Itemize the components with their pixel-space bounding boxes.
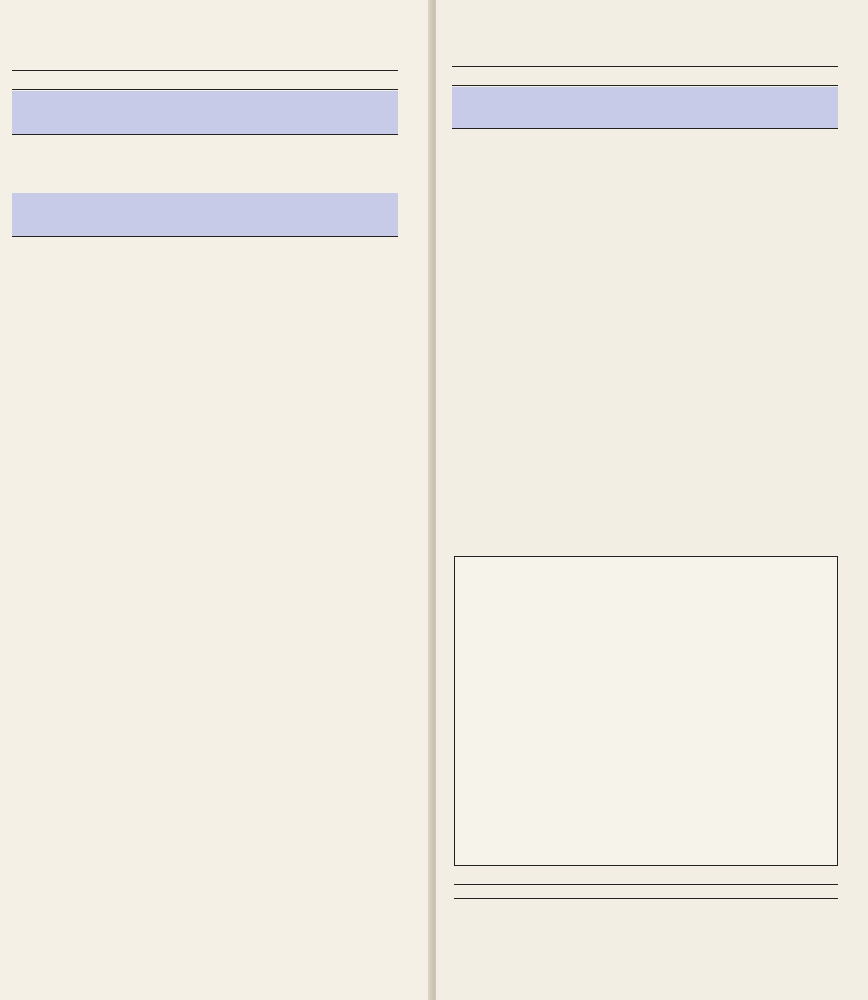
left-page xyxy=(0,0,432,1000)
from-salt-lake-city-block xyxy=(12,91,398,135)
service-info xyxy=(454,884,838,899)
footnote xyxy=(14,945,102,973)
from-seattle-cont-block xyxy=(452,87,838,129)
from-seattle-block xyxy=(12,193,398,237)
column-headers xyxy=(12,70,398,90)
right-page xyxy=(436,0,868,1000)
calendar-1984 xyxy=(454,556,838,866)
column-headers xyxy=(452,66,838,86)
